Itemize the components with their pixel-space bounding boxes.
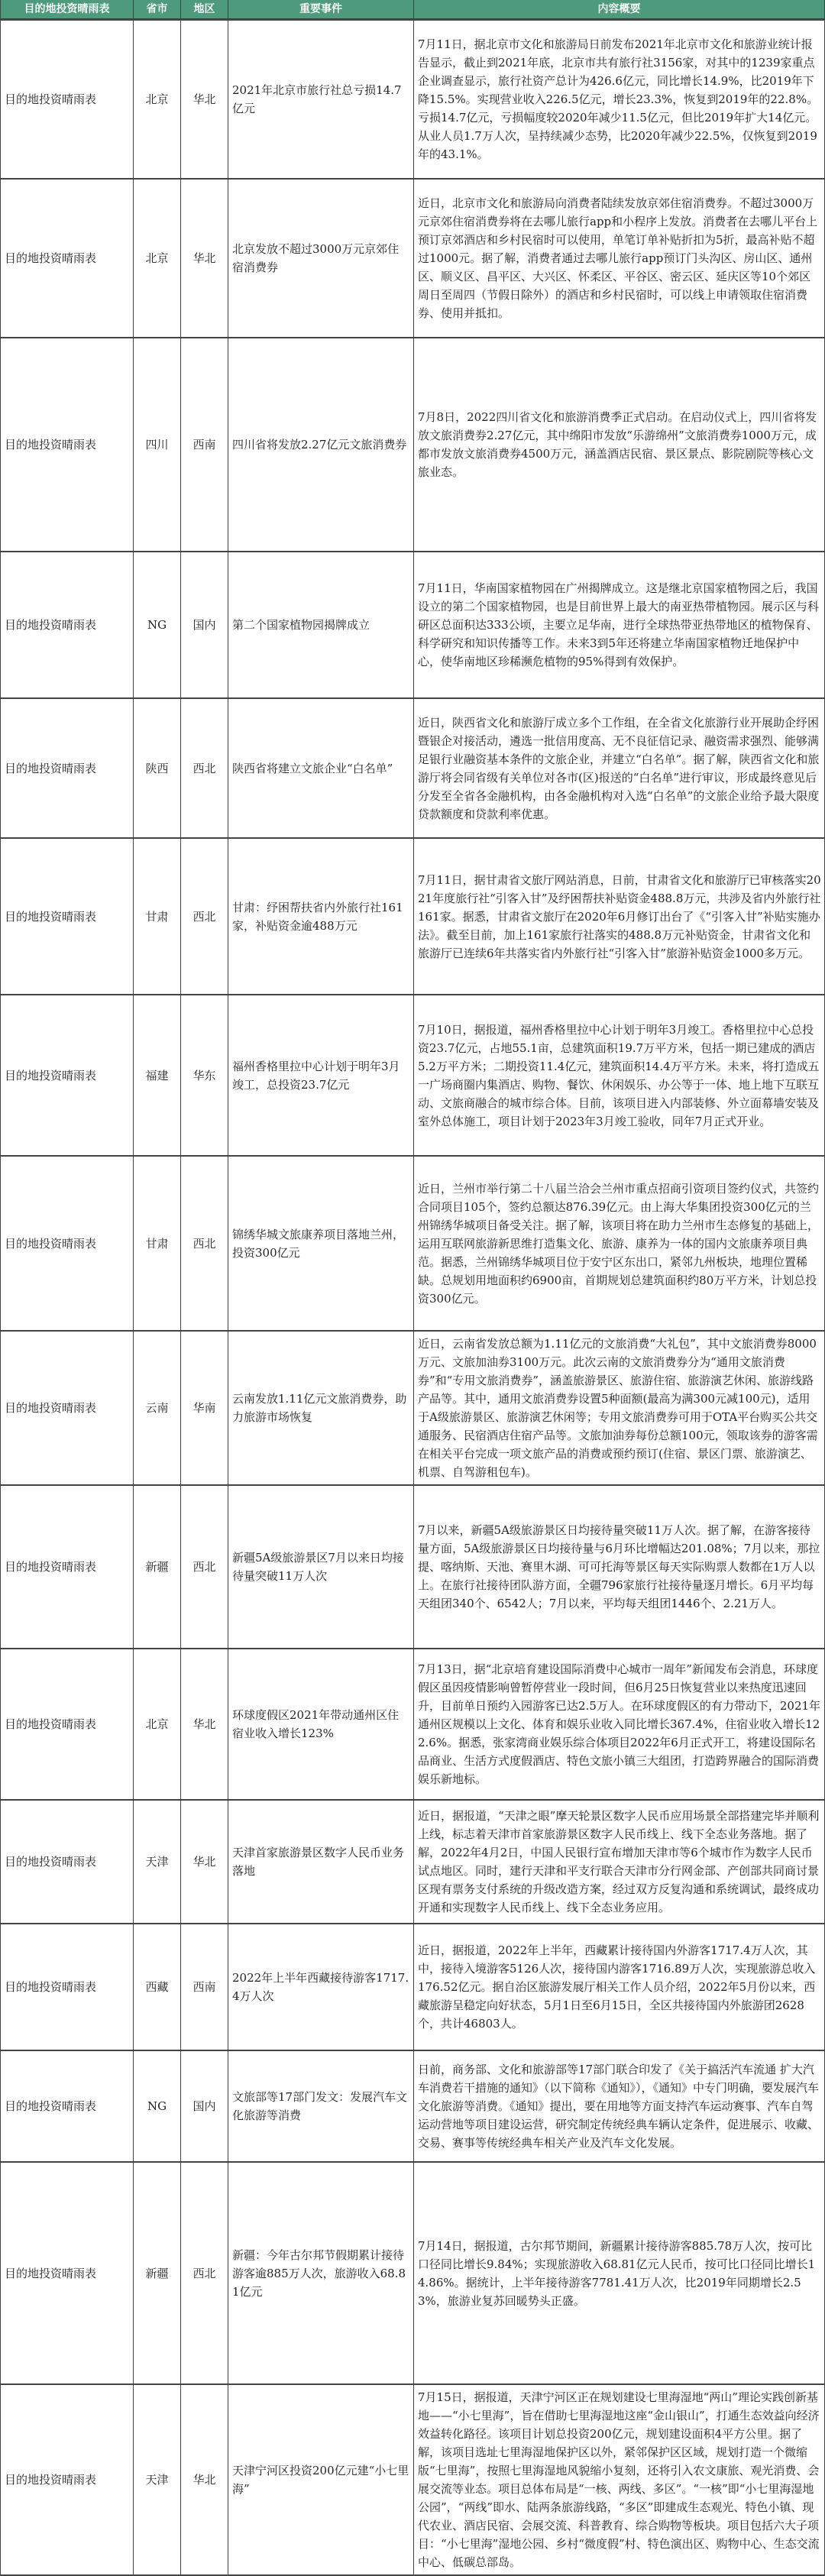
table-row: [1, 1484, 825, 1648]
cell-summary-text: 7月15日，据报道，天津宁河区正在规划建设七里海湿地“两山”理论实践创新基地——“小七里海”，旨在借助七里海湿地这座“金山银山”，打通生态效益向经济效益转化路径。该项目计划总投资200亿元，规划建设面积4平方公里。据了解，该项目选址七里海湿地保护区以外，紧邻保护区区域，规划打造一个微缩版“七里海”，按照七里海湿地风貌缩小复刻，还将引入农文康旅、观光消费、会展交流等业态。项目总体布局是“一核、两线、多区”。“一核”即“小七里海湿地公园”，“两线”即水、陆两条旅游线路，“多区”即建成生态观光、特色小镇、现代农业、酒店民宿、会展交流、科普教育、综合购物等板块。项目包括六大子项目：“小七里海”湿地公园、乡村“微度假”村、特色演出区、购物中心、生态交流中心、低碳总部岛。: [418, 2390, 820, 2569]
cell-event-text: 陕西省将建立文旅企业“白名单”: [232, 761, 393, 775]
cell-event: [228, 2051, 414, 2161]
cell-summary: [414, 180, 825, 337]
cell-summary-text: 7月8日，2022四川省文化和旅游消费季正式启动。在启动仪式上，四川省将发放文旅消费券2.27亿元，其中绵阳市发放“乐游绵州”文旅消费券1000万元，成都市发放文旅消费券4500万元，涵盖酒店民宿、景区景点、影院剧院等核心文旅业态。: [418, 410, 817, 479]
cell-event-text: 甘肃：纾困帮扶省内外旅行社161家，补贴资金逾488万元: [232, 900, 403, 933]
cell-name-text: 目的地投资晴雨表: [5, 1236, 97, 1251]
cell-event-text: 文旅部等17部门发文：发展汽车文化旅游等消费: [232, 2090, 408, 2122]
cell-summary: [414, 1924, 825, 2050]
cell-event-text: 2021年北京市旅行社总亏损14.7亿元: [232, 83, 402, 115]
cell-summary: [414, 1332, 825, 1484]
cell-event-text: 锦绣华城文旅康养项目落地兰州，投资300亿元: [232, 1227, 405, 1260]
cell-name: [1, 180, 134, 337]
cell-event: [228, 1332, 414, 1484]
cell-event: [228, 2163, 414, 2383]
cell-name-text: 目的地投资晴雨表: [5, 438, 97, 451]
cell-province-text: 北京: [145, 1717, 169, 1731]
cell-province: [134, 1801, 181, 1923]
cell-summary-text: 7月11日，据北京市文化和旅游局日前发布2021年北京市文化和旅游业统计报告显示，截止到2021年底，北京市共有旅行社3156家，对其中的1239家重点企业调查显示，旅行社资产总计为426.6亿元，同比增长14.9%，比2019年下降15.5%。实现营业收入226.5亿元，增长23.3%，恢复到2019年的22.8%。亏损14.7亿元，亏损幅度较2020年减少11.5亿元，但比2019年扩大14亿元。从业人员1.7万人次，呈持续减少态势，比2020年减少22.5%，仅恢复到2019年的43.1%。: [418, 37, 819, 161]
table-row: [1, 1155, 825, 1330]
cell-name: [1, 338, 134, 551]
cell-summary-text: 日前，商务部、文化和旅游部等17部门联合印发了《关于搞活汽车流通 扩大汽车消费若干措施的通知》（以下简称《通知》），《通知》中专门明确，要发展汽车文化旅游等消费。《通知》提出，要在用地等方面支持汽车运动赛事、汽车自驾运动营地等项目建设运营，研究制定传统经典车辆认定条件，促进展示、收藏、交易、赛事等传统经典车相关产业及汽车文化发展。: [418, 2063, 820, 2150]
cell-region-text: 华北: [192, 1855, 216, 1869]
cell-summary-text: 近日，云南省发放总额为1.11亿元的文旅消费“大礼包”，其中文旅消费券8000万元、文旅加油券3100万元。此次云南的文旅消费券分为“通用文旅消费券”和“专用文旅消费券”，涵盖旅游景区、旅游住宿、旅游演艺休闲、旅游线路产品等。其中，通用文旅消费券设置5种面额(最高为满300元减100元)，适用于A级旅游景区、旅游演艺休闲等；专用文旅消费券可用于OTA平台购买公共交通服务、民宿酒店住宿产品等。文旅加油券每份总额100元，领取该券的游客需在相关平台完成一项文旅产品的消费或预约预订(住宿、景区门票、旅游演艺、机票、自驾游租包车)。: [418, 1337, 818, 1479]
cell-region-text: 华南: [192, 1401, 216, 1415]
table-row: [1, 178, 825, 337]
cell-event: [228, 180, 414, 337]
cell-province: [134, 2385, 181, 2574]
cell-region: [181, 1157, 228, 1330]
header-name: 目的地投资晴雨表: [1, 0, 134, 18]
cell-province: [134, 1924, 181, 2050]
cell-summary-text: 7月11日，华南国家植物园在广州揭牌成立。这是继北京国家植物园之后，我国设立的第二个国家植物园，也是目前世界上最大的南亚热带植物园。展示区与科研区总面积达333公顷，主要立足华南，进行全球热带亚热带地区的植物保育、科学研究和知识传播等工作。未来3到5年还将建立华南国家植物迁地保护中心，使华南地区珍稀濒危植物的95%得到有效保护。: [418, 581, 820, 668]
cell-name-text: 目的地投资晴雨表: [5, 1717, 97, 1731]
cell-event-text: 第二个国家植物园揭牌成立: [232, 618, 370, 632]
cell-event: [228, 1924, 414, 2050]
cell-name: [1, 2051, 134, 2161]
cell-region: [181, 699, 228, 837]
cell-event-text: 云南发放1.11亿元文旅消费券，助力旅游市场恢复: [232, 1392, 407, 1424]
table-row: [1, 337, 825, 551]
cell-region-text: 华东: [192, 1068, 216, 1083]
cell-name-text: 目的地投资晴雨表: [5, 92, 97, 106]
cell-name: [1, 1157, 134, 1330]
cell-region-text: 西北: [192, 909, 216, 924]
table-row: [1, 2050, 825, 2161]
cell-region-text: 西南: [192, 1980, 216, 1994]
cell-summary-text: 近日，兰州市举行第二十八届兰洽会兰州市重点招商引资项目签约仪式，共签约合同项目105个，签约总额达876.39亿元。由上海大华集团投资300亿元的兰州锦绣华城项目备受关注。据了解，该项目将在助力兰州市生态修复的基础上，运用互联网旅游新思维打造集文化、旅游、康养为一体的国内文旅康养项目典范。据悉，兰州锦绣华城项目位于安宁区东出口，紧邻九州板块，地理位置稀缺。总规划用地面积约6900亩，首期规划总建筑面积约80万平方米，计划总投资300亿元。: [418, 1181, 820, 1306]
cell-summary-text: 近日，据报道，2022年上半年，西藏累计接待国内外游客1717.4万人次，其中，接待入境游客5126人次，接待国内游客1716.89万人次，实现旅游总收入176.52亿元。据自治区旅游发展厅相关工作人员介绍，2022年5月份以来，西藏旅游呈稳定向好状态，5月1日至6月15日，全区共接待国内外旅游团2628个，共计46803人。: [418, 1943, 816, 2031]
cell-province-text: 甘肃: [145, 909, 169, 924]
cell-event: [228, 338, 414, 551]
cell-event: [228, 21, 414, 178]
cell-name-text: 目的地投资晴雨表: [5, 2473, 97, 2487]
table-row: [1, 994, 825, 1155]
table-row: [1, 1799, 825, 1923]
cell-name: [1, 21, 134, 178]
cell-region: [181, 1924, 228, 2050]
cell-event: [228, 1486, 414, 1648]
cell-region-text: 华北: [192, 1717, 216, 1731]
cell-region: [181, 180, 228, 337]
cell-summary-text: 7月11日，据甘肃省文旅厅网站消息，日前，甘肃省文化和旅游厅已审核落实2021年度旅行社“引客入甘”及纾困帮扶补贴资金488.8万元，共涉及省内外旅行社161家。据悉，甘肃省文旅厅在2020年6月修订出台了《“引客入甘”补贴实施办法》。截至目前，加上161家旅行社落实的488.8万元补贴资金，甘肃省文化和旅游厅已连续6年共落实省内外旅行社“引客入甘”旅游补贴资金1000多万元。: [418, 872, 821, 960]
cell-name: [1, 699, 134, 837]
cell-summary-text: 7月10日，据报道，福州香格里拉中心计划于明年3月竣工。香格里拉中心总投资23.7亿元，占地55.1亩，总建筑面积19.7万平方米，包括一期已建成的酒店5.2万平方米；二期投资11.4亿元，建筑面积14.4万平方米。未来，将打造成五一广场商圈内集酒店、购物、餐饮、休闲娱乐、办公等于一体、地上地下互联互动、文旅商融合的城市综合体。目前，该项目进入内部装修、外立面幕墙安装及室外总体施工，项目计划于2023年3月竣工验收，同年7月正式开业。: [418, 1022, 820, 1128]
table-row: [1, 2161, 825, 2383]
cell-name: [1, 1924, 134, 2050]
header-province: 省市: [134, 0, 181, 18]
cell-summary: [414, 839, 825, 994]
cell-region-text: 西北: [192, 1560, 216, 1574]
cell-region: [181, 1649, 228, 1799]
cell-summary-text: 近日，陕西省文化和旅游厅成立多个工作组，在全省文化旅游行业开展助企纾困暨银企对接活动，遴选一批信用度高、无不良征信记录、融资需求强烈、能够满足银行业融资基本条件的文旅企业，并建立“白名单”。据了解，陕西省文化和旅游厅将会同省级有关单位对各市(区)报送的“白名单”进行审议，形成最终意见后分发至全省各金融机构，由各金融机构对入选“白名单”的文旅企业给予最大限度贷款额度和贷款利率优惠。: [418, 715, 820, 821]
cell-name-text: 目的地投资晴雨表: [5, 1560, 97, 1574]
cell-summary: [414, 2051, 825, 2161]
cell-name: [1, 1649, 134, 1799]
cell-province: [134, 1157, 181, 1330]
table-row: [1, 1330, 825, 1484]
cell-event: [228, 1157, 414, 1330]
cell-summary: [414, 552, 825, 697]
cell-summary: [414, 21, 825, 178]
cell-region-text: 西南: [192, 438, 216, 451]
cell-summary: [414, 1486, 825, 1648]
cell-province-text: 四川: [145, 438, 169, 451]
cell-event-text: 北京发放不超过3000万元京郊住宿消费券: [232, 242, 400, 274]
cell-summary: [414, 1157, 825, 1330]
cell-event: [228, 1649, 414, 1799]
cell-province-text: 天津: [145, 2473, 169, 2487]
cell-event: [228, 1801, 414, 1923]
cell-name-text: 目的地投资晴雨表: [5, 1401, 97, 1415]
cell-province: [134, 2051, 181, 2161]
cell-region-text: 西北: [192, 2266, 216, 2280]
cell-province: [134, 552, 181, 697]
cell-region-text: 西北: [192, 761, 216, 775]
cell-event-text: 天津宁河区投资200亿元建“小七里海”: [232, 2464, 409, 2496]
cell-summary: [414, 2385, 825, 2574]
cell-province-text: 陕西: [145, 761, 169, 775]
cell-region: [181, 1801, 228, 1923]
cell-region: [181, 21, 228, 178]
cell-region-text: 华北: [192, 2473, 216, 2487]
cell-summary: [414, 1801, 825, 1923]
cell-name-text: 目的地投资晴雨表: [5, 1855, 97, 1869]
header-summary: 内容概要: [414, 0, 825, 18]
cell-event-text: 福州香格里拉中心计划于明年3月竣工，总投资23.7亿元: [232, 1059, 400, 1092]
cell-name-text: 目的地投资晴雨表: [5, 761, 97, 775]
cell-summary-text: 7月14日，据报道，古尔邦节期间，新疆累计接待游客885.78万人次，按可比口径同比增长9.84%；实现旅游收入68.81亿元人民币，按可比口径同比增长14.86%。据统计，上半年接待游客7781.41万人次，比2019年同期增长2.53%，旅游业复苏回暖势头正盛。: [418, 2238, 816, 2308]
cell-event-text: 2022年上半年西藏接待游客1717.4万人次: [232, 1971, 409, 2003]
cell-name-text: 目的地投资晴雨表: [5, 2099, 97, 2113]
cell-province-text: 新疆: [145, 1560, 169, 1574]
cell-name: [1, 2385, 134, 2574]
cell-event-text: 新疆5A级旅游景区7月以来日均接待量突破11万人次: [232, 1551, 404, 1583]
table-row: [1, 837, 825, 994]
table-row: [1, 697, 825, 837]
cell-region-text: 华北: [192, 92, 216, 106]
cell-name-text: 目的地投资晴雨表: [5, 1068, 97, 1083]
cell-summary-text: 7月13日，据“北京培育建设国际消费中心城市一周年”新闻发布会消息，环球度假区虽因疫情影响曾暂停营业一段时间，但6月25日恢复营业以来热度迅速回升，目前单日预约入园游客已达2.5万人。在环球度假区的有力带动下，2021年通州区规模以上文化、体育和娱乐业收入同比增长367.4%，住宿业收入增长122.6%。据悉，张家湾商业娱乐综合体项目2022年6月正式开工，将建设国际名品商业、生活方式度假酒店、特色文旅小镇三大组团，打造跨界融合的国际消费娱乐新地标。: [418, 1662, 821, 1786]
cell-region: [181, 839, 228, 994]
cell-name: [1, 1801, 134, 1923]
cell-province-text: 天津: [145, 1855, 169, 1869]
cell-province: [134, 338, 181, 551]
cell-name-text: 目的地投资晴雨表: [5, 2266, 97, 2280]
cell-region: [181, 1486, 228, 1648]
cell-province: [134, 21, 181, 178]
cell-name: [1, 995, 134, 1155]
cell-event-text: 新疆：今年古尔邦节假期累计接待游客逾885万人次，旅游收入68.81亿元: [232, 2248, 406, 2299]
cell-summary-text: 近日，据报道，“天津之眼”摩天轮景区数字人民币应用场景全部搭建完毕并顺利上线，标志着天津市首家旅游景区数字人民币线上、线下全态业务落地。据了解，2022年4月2日，中国人民银行宣布增加天津市等6个城市作为数字人民币试点地区。同时，建行天津和平支行联合天津市分行网金部、产创部共同商讨景区现有票务支付系统的升级改造方案，经过双方反复沟通和系统调试，最终成功开通和实现数字人民币线上、线下全态业务应用。: [418, 1809, 820, 1914]
cell-province: [134, 1486, 181, 1648]
cell-event: [228, 995, 414, 1155]
cell-province-text: 北京: [145, 251, 169, 265]
cell-province: [134, 2163, 181, 2383]
cell-summary-text: 7月以来，新疆5A级旅游景区日均接待量突破11万人次。据了解，在游客接待量方面，5A级旅游景区日均接待量与6月环比增幅达201.08%；7月以来，那拉提、喀纳斯、天池、赛里木湖、可可托海等景区每天实际购票人数都在1万人以上。在旅行社接待团队游方面，全疆796家旅行社接待量逐月增长。6月平均每天组团340个、6542人；7月以来，平均每天组团1446个、2.21万人。: [418, 1523, 820, 1610]
cell-region: [181, 552, 228, 697]
cell-province-text: 新疆: [145, 2266, 169, 2280]
cell-province-text: 福建: [145, 1068, 169, 1083]
cell-province: [134, 1332, 181, 1484]
cell-region: [181, 2385, 228, 2574]
cell-name: [1, 1332, 134, 1484]
cell-region-text: 国内: [192, 618, 216, 632]
cell-region: [181, 2051, 228, 2161]
cell-region-text: 华北: [192, 251, 216, 265]
cell-province-text: 北京: [145, 92, 169, 106]
table-row: [1, 1648, 825, 1799]
header-event: 重要事件: [228, 0, 414, 18]
cell-province: [134, 839, 181, 994]
cell-name: [1, 1486, 134, 1648]
cell-name-text: 目的地投资晴雨表: [5, 618, 97, 632]
cell-event: [228, 839, 414, 994]
cell-summary: [414, 2163, 825, 2383]
cell-province: [134, 699, 181, 837]
cell-region: [181, 995, 228, 1155]
table-header: [1, 0, 825, 19]
cell-summary: [414, 699, 825, 837]
cell-region: [181, 338, 228, 551]
table-row: [1, 19, 825, 178]
table-row: [1, 1923, 825, 2050]
cell-province-text: 西藏: [145, 1980, 169, 1994]
cell-province-text: 云南: [145, 1401, 169, 1415]
cell-province-text: NG: [147, 618, 167, 632]
header-region: 地区: [181, 0, 228, 18]
table-row: [1, 2383, 825, 2574]
cell-region-text: 西北: [192, 1236, 216, 1251]
cell-province: [134, 180, 181, 337]
table-row: [1, 551, 825, 697]
cell-region: [181, 1332, 228, 1484]
cell-name: [1, 2163, 134, 2383]
cell-event-text: 四川省将发放2.27亿元文旅消费券: [232, 438, 407, 451]
cell-summary-text: 近日，北京市文化和旅游局向消费者陆续发放京郊住宿消费券。不超过3000万元京郊住宿消费券将在去哪儿旅行app和小程序上发放。消费者在去哪儿平台上预订京郊酒店和乡村民宿时可以使用，单笔订单补贴折扣为5折，最高补贴不超过1000元。据了解，消费者通过去哪儿旅行app预订门头沟区、房山区、通州区、顺义区、昌平区、大兴区、怀柔区、平谷区、密云区、延庆区等10个郊区周日至周四（节假日除外）的酒店和乡村民宿时，可以线上申请领取住宿消费券、使用并抵扣。: [418, 196, 818, 320]
cell-name-text: 目的地投资晴雨表: [5, 909, 97, 924]
cell-event: [228, 552, 414, 697]
cell-province: [134, 995, 181, 1155]
cell-event: [228, 2385, 414, 2574]
cell-event: [228, 699, 414, 837]
cell-summary: [414, 995, 825, 1155]
cell-name: [1, 552, 134, 697]
cell-name: [1, 839, 134, 994]
cell-name-text: 目的地投资晴雨表: [5, 251, 97, 265]
cell-province-text: 甘肃: [145, 1236, 169, 1251]
cell-province-text: NG: [147, 2099, 167, 2113]
cell-event-text: 天津首家旅游景区数字人民币业务落地: [232, 1846, 405, 1878]
cell-name-text: 目的地投资晴雨表: [5, 1980, 97, 1994]
cell-event-text: 环球度假区2021年带动通州区住宿业收入增长123%: [232, 1708, 400, 1740]
cell-region-text: 国内: [192, 2099, 216, 2113]
cell-region: [181, 2163, 228, 2383]
cell-summary: [414, 1649, 825, 1799]
cell-province: [134, 1649, 181, 1799]
cell-summary: [414, 338, 825, 551]
